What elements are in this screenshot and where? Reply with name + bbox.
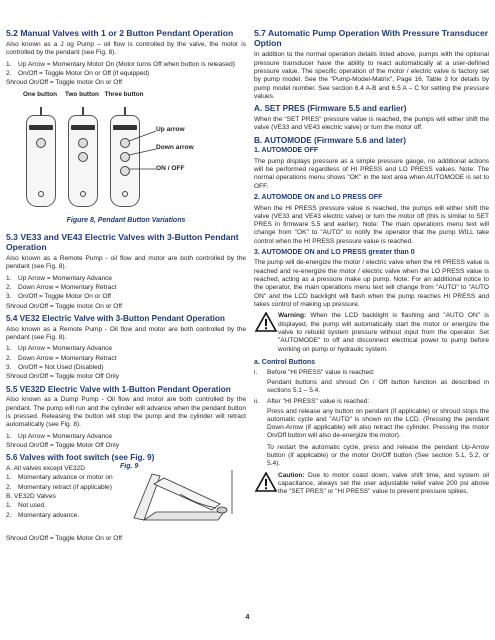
list-item: 2. Down Arrow = Momentary Retract: [6, 354, 117, 362]
section-5-5-title: 5.5 VE32D Electric Valve with 1-Button Pendant Operation: [6, 384, 231, 394]
warning-block: [254, 312, 489, 357]
list-item: 1. Not used.: [6, 502, 47, 510]
caution-label: Caution:: [278, 471, 305, 479]
list-item: i. Before "HI PRESS" value is reached:: [254, 369, 375, 377]
automode-off-text: The pump displays pressure as a simple pressure gauge, no additional actions will be performed regardless of HI PRESS and LO PRESS values. Note: The normal operations menu shows "OK" in the text area when AUTOMODE is set to OFF.: [254, 157, 489, 190]
control-ii-detail-2: To restart the automatic cycle, press and release the pendant Up-Arrow button (if applicable) or the motor On/Off button (See section 5.1, 5.2, or 5.4).: [267, 443, 489, 468]
left-column: [6, 28, 246, 546]
automode-on-lo-off-text: When the HI PRESS pressure value is reached, the pumps will either shift the valve (VE33 and VE43 electric valve) or turn the motor off (this is similar to SET PRES in firmware 5.5 and earlier). Note: The main operations menu text will change from "OK" to "AUTO" to notify the operator that the pump WILL take control when the HI PRESS pressure value is reached.: [254, 204, 489, 245]
label-three-button: Three button: [104, 90, 144, 98]
callout-on-off: ON / OFF: [156, 164, 185, 172]
automode-on-lo-off-title: 2. AUTOMODE ON and LO PRESS OFF: [254, 194, 383, 202]
control-ii-detail-1: Press and release any button on pendant (if applicable) or shroud stops the automatic cycle and "AUTO" is shown on the LCD. (Pressing the pendant Down-Arrow (if applicable) will also retract the cylinder. Pressing the motor On/Off button will also de-energize the motor).: [267, 407, 489, 440]
shroud-note: Shroud On/Off = Toggle motor Off Only: [6, 373, 119, 381]
list-item: 3. On/Off = Toggle Motor On or Off: [6, 293, 111, 301]
list-item: 1. Up Arrow = Momentary Advance: [6, 345, 113, 353]
shroud-note: Shroud On/Off = Toggle Motor Off Only: [6, 441, 119, 449]
list-item: ii. After "HI PRESS" value is reached:: [254, 398, 370, 406]
automode-off-title: 1. AUTOMODE OFF: [254, 147, 319, 155]
section-5-3-intro: Also known as a Remote Pump - oil flow and motor are both controlled by the pendant (see Fig. 8).: [6, 254, 246, 271]
list-item: 2. Momentary retract (if applicable): [6, 483, 112, 491]
section-5-6-title: 5.6 Valves with foot switch (see Fig. 9): [6, 453, 155, 463]
subsection-a-title: A. SET PRES (Firmware 5.5 and earlier): [254, 104, 407, 114]
list-item: A. All valves except VE32D: [6, 465, 85, 473]
warning-label: Warning:: [278, 312, 307, 320]
figure-8-pendant-illustration: [6, 91, 246, 215]
list-item: 1. Up Arrow = Momentary Advance: [6, 274, 113, 282]
automode-on-lo-gt0-text: The pump will de-energize the motor / electric valve when the HI PRESS value is reached and re-energize the motor / electric valve when the LO PRESS value is reached, acting as a pressure make up pump. Note: For an additional notice to the operator, the main operations menu text will change from "AUTO" to "AUTO ON" and the LCD backlight will flash when the pump reaches HI PRESS and takes control of making up pressure.: [254, 259, 489, 309]
label-two-button: Two button: [65, 90, 99, 98]
page-number: 4: [245, 614, 250, 621]
list-item: B. VE32D Valves: [6, 493, 56, 501]
caution-icon: [254, 472, 278, 492]
list-item: 1. Up Arrow = Momentary Advance: [6, 432, 113, 440]
section-5-2-title: 5.2 Manual Valves with 1 or 2 Button Pendant Operation: [6, 28, 234, 38]
subsection-b-title: B. AUTOMODE (Firmware 5.6 and later): [254, 135, 406, 145]
list-item: 1. Momentary advance or motor on: [6, 474, 113, 482]
list-item: 2. Down Arrow = Momentary Retract: [6, 283, 117, 291]
section-5-5-intro: Also known as a Dump Pump - Oil flow and motor are both controlled by the pendant. The pump will run and the cylinder will advance when the pendant button is pressed. Releasing the button will stop the pump and the cylinder will retract automatically (see Fig. 8).: [6, 396, 246, 429]
list-item: 1. Up Arrow = Momentary Motor On (Motor turns Off when button is released): [6, 60, 235, 68]
shroud-note: Shroud On/Off = Toggle Motor On or Off: [6, 535, 122, 543]
section-5-4-intro: Also known as a Remote Pump - Oil flow and motor are both controlled by the pendant (see Fig. 8).: [6, 325, 246, 342]
callout-down-arrow: Down arrow: [156, 143, 194, 151]
label-one-button: One button: [22, 90, 58, 98]
warning-text: When the LCD backlight is flashing and "AUTO ON" is displayed, the pump will automatically start the motor or energize the valve to rebuild system pressure without input from the operator. Set "AUTOMODE" to off and disconnect electrical power to pump before working on pump or hydraulic system.: [278, 312, 489, 353]
caution-text: Due to motor coast down, valve shift time, and system oil capacitance, always set the user adjustable relief valve 200 psi above the "SET PRES" or "HI PRESS" value to prevent pressure spikes.: [278, 471, 489, 496]
callout-up-arrow: Up arrow: [156, 125, 185, 133]
automode-on-lo-gt0-title: 3. AUTOMODE ON and LO PRESS greater than 0: [254, 249, 415, 257]
caution-block: [254, 472, 489, 500]
control-buttons-title: a. Control Buttons: [254, 358, 316, 366]
foot-switch-block: [6, 465, 246, 535]
shroud-note: Shroud On/Off = Toggle motor On or Off: [6, 302, 122, 310]
list-item: 2. Momentary advance.: [6, 511, 80, 519]
section-5-2-intro: Also known as a J og Pump – oil flow is controlled by the valve, the motor is controlled by the pendant (see Fig. 8).: [6, 41, 246, 57]
figure-9-label: Fig. 9: [120, 463, 139, 471]
foot-switch-illustration: [120, 464, 246, 526]
section-5-7-title: 5.7 Automatic Pump Operation With Pressure Transducer Option: [254, 28, 489, 49]
section-5-7-intro: In addition to the normal operation details listed above, pumps with the optional pressure transducer have the ability to react automatically at a user-defined pressure value. The specific operation of the motor / electric valve is factory set by pump model. See the "Pump-Model-Matrix", Page 16, Table 3 for details by pump model number. See section 6.4 A-B and 6.5 A – C for setting the pressure values.: [254, 51, 489, 100]
control-i-detail: Pendant buttons and shroud On / Off button function as described in sections 5.1 – 5.4.: [267, 378, 489, 394]
figure-8-caption: Figure 8, Pendant Button Variations: [66, 216, 186, 224]
subsection-a-text: When the "SET PRES" pressure value is reached, the pumps will either shift the valve (VE33 and VE43 electric valve) or turn the motor off.: [254, 116, 489, 132]
list-item: 2. On/Off = Toggle Motor On or Off (if equipped): [6, 70, 150, 78]
section-5-3-title: 5.3 VE33 and VE43 Electric Valves with 3-Button Pendant Operation: [6, 231, 239, 252]
right-column: [254, 28, 489, 500]
shroud-note: Shroud On/Off = Toggle motor On or Off: [6, 79, 122, 87]
callout-lines: [6, 91, 246, 215]
list-item: 3. On/Off = Not Used (Disabled): [6, 363, 104, 371]
warning-icon: [254, 312, 278, 332]
section-5-4-title: 5.4 VE32 Electric Valve with 3-Button Pendant Operation: [6, 313, 225, 323]
